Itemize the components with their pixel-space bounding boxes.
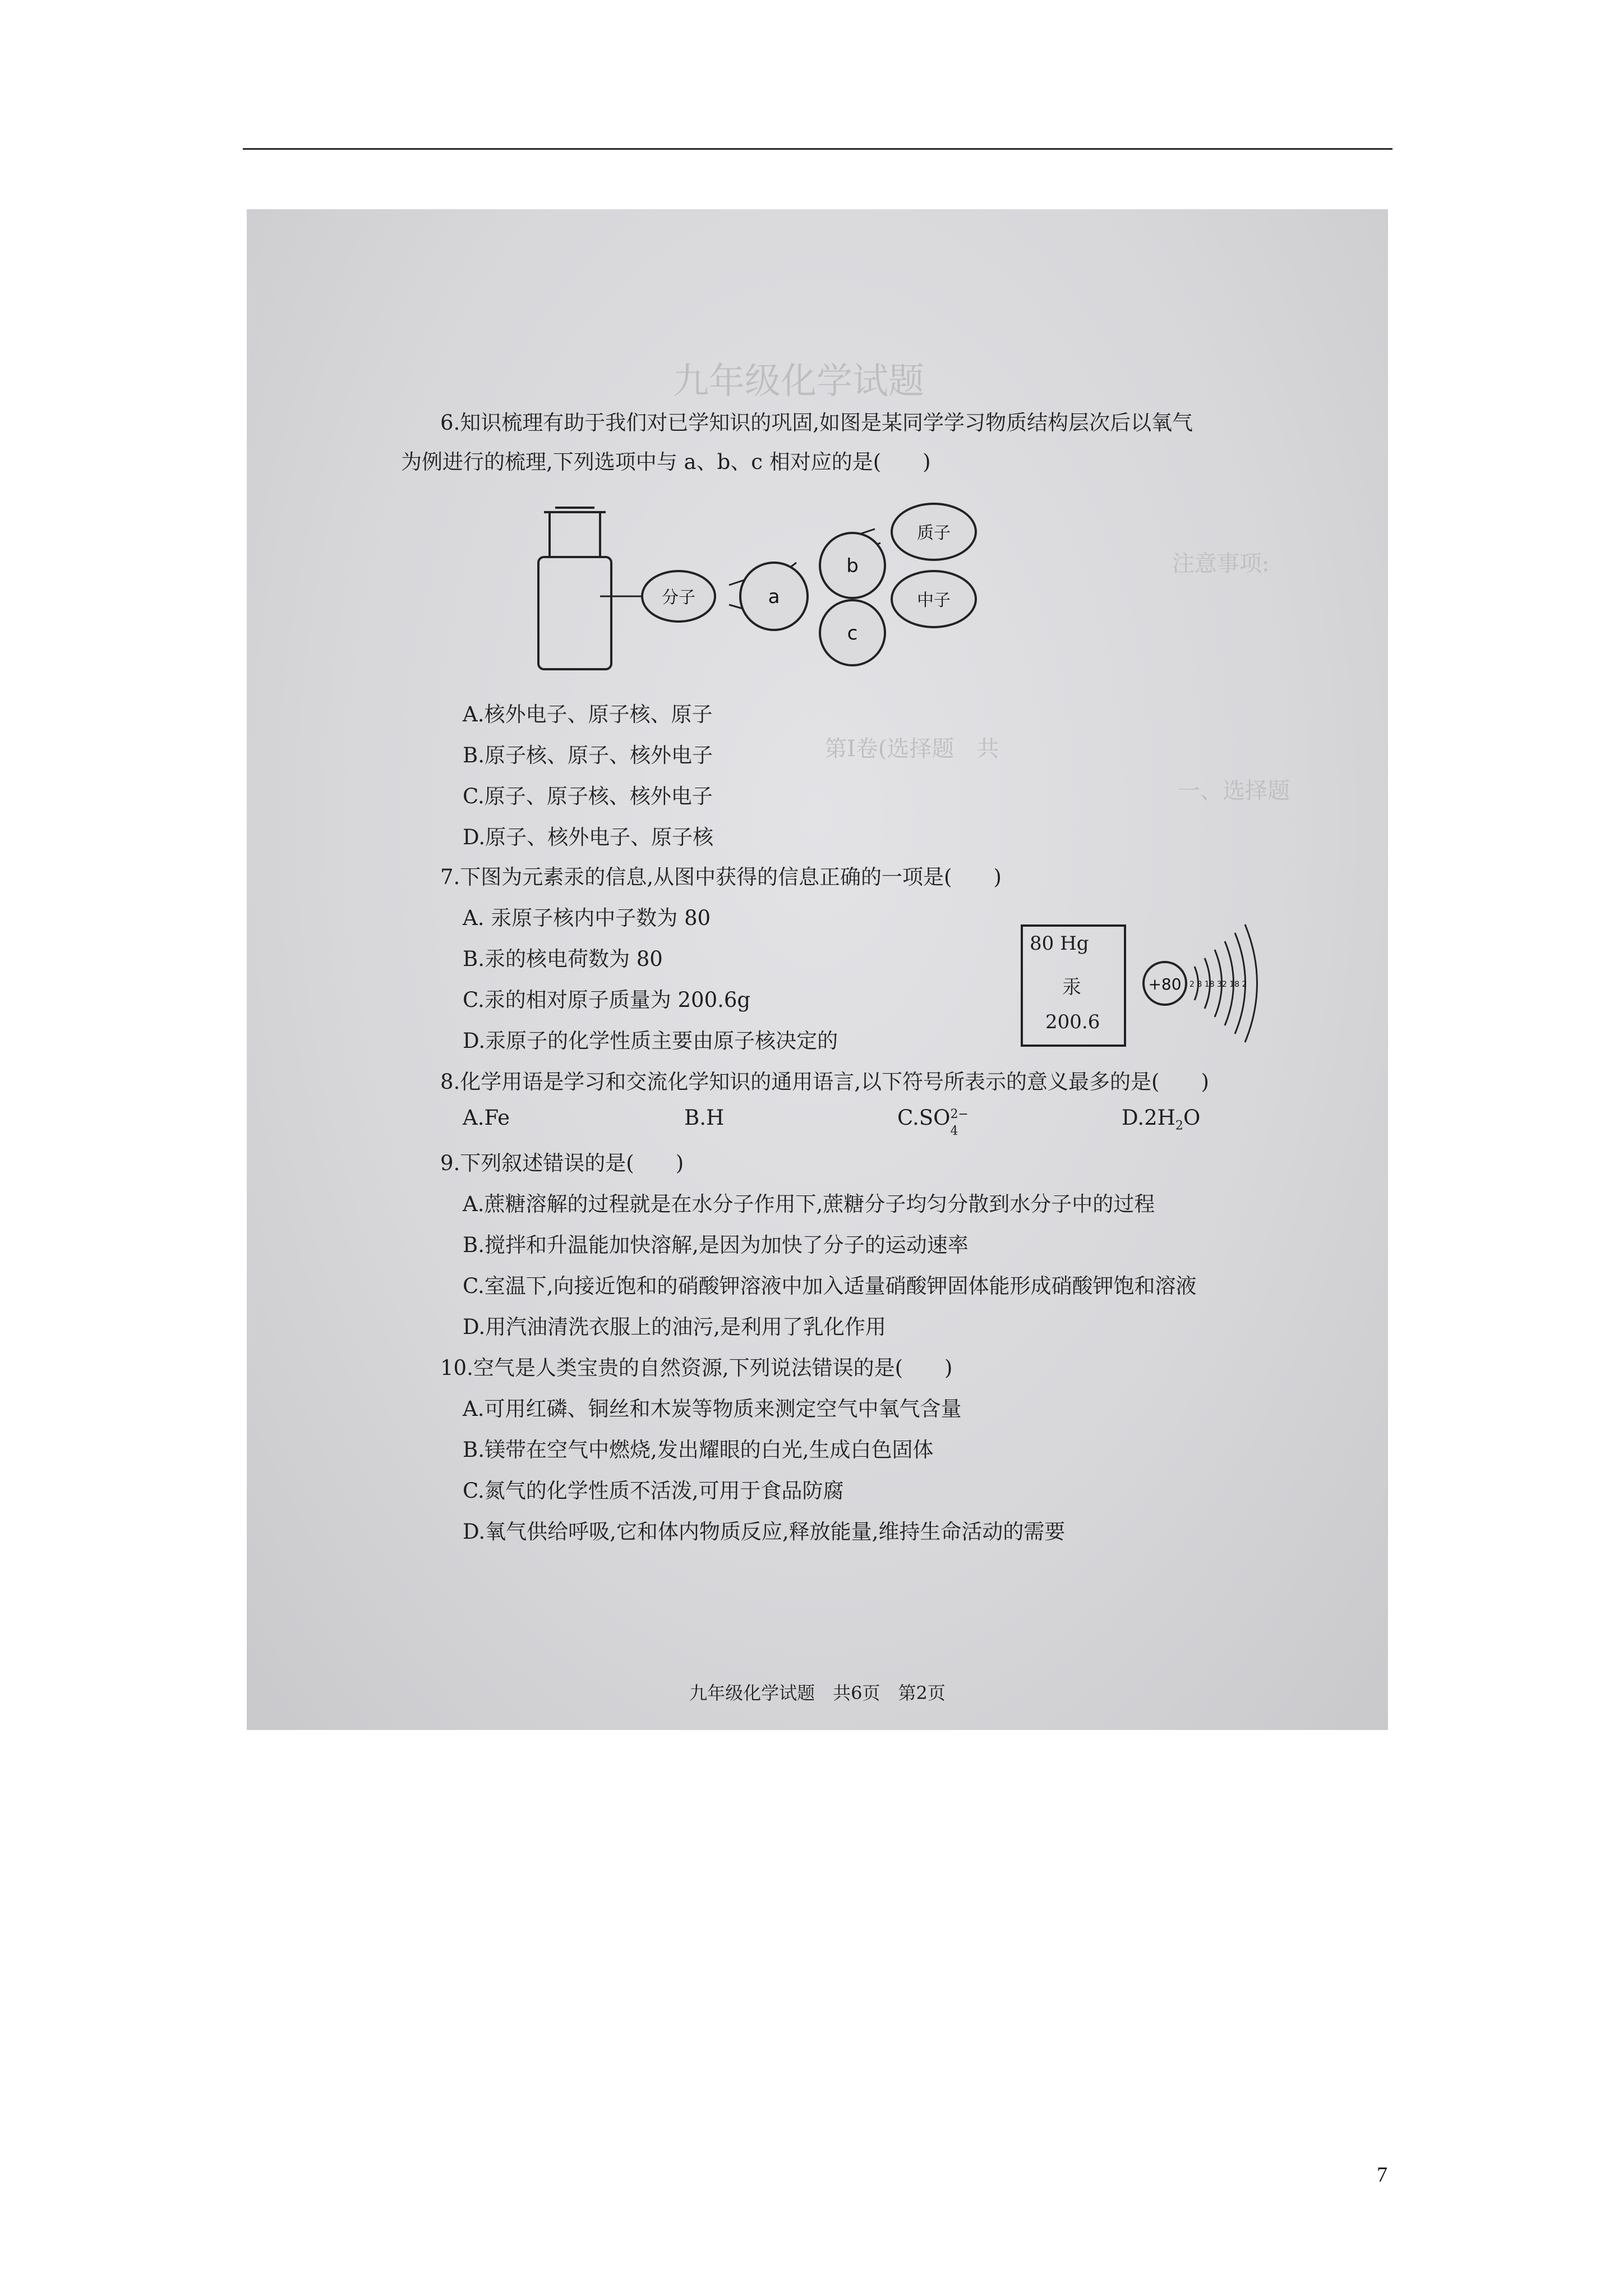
q9-stem: 9.下列叙述错误的是( ) <box>440 1151 684 1175</box>
nucleus-charge: +80 <box>1148 975 1182 993</box>
c-label: c <box>847 622 858 645</box>
page-number: 7 <box>1377 2163 1387 2187</box>
ghost-text: 一、选择题 <box>1178 778 1290 804</box>
element-name: 汞 <box>1062 976 1081 999</box>
neutron-label: 中子 <box>917 591 951 610</box>
q8-stem: 8.化学用语是学习和交流化学知识的通用语言,以下符号所表示的意义最多的是( ) <box>440 1070 1209 1094</box>
a-label: a <box>768 586 780 608</box>
header-rule <box>243 148 1393 150</box>
proton-label: 质子 <box>917 523 951 543</box>
q6-stem-line1: 6.知识梳理有助于我们对已学知识的巩固,如图是某同学学习物质结构层次后以氧气 <box>440 411 1193 435</box>
q6-option-d: D.原子、核外电子、原子核 <box>463 825 714 849</box>
q10-option-a: A.可用红磷、铜丝和木炭等物质来测定空气中氧气含量 <box>463 1397 962 1421</box>
q7-stem: 7.下图为元素汞的信息,从图中获得的信息正确的一项是( ) <box>440 865 1002 889</box>
ghost-text: 九年级化学试题 <box>673 361 924 402</box>
page-footer: 九年级化学试题 共6页 第2页 <box>689 1682 946 1704</box>
scanned-page-photo <box>247 209 1388 1730</box>
q8-option-d-base: D.2H <box>1122 1106 1175 1130</box>
q8-option-c <box>897 1106 972 1138</box>
gas-bottle-icon <box>538 508 611 669</box>
q7-option-a: A. 汞原子核内中子数为 80 <box>463 906 711 930</box>
ghost-text: 注意事项: <box>1172 551 1270 577</box>
q10-option-b: B.镁带在空气中燃烧,发出耀眼的白光,生成白色固体 <box>463 1438 934 1462</box>
q9-option-b: B.搅拌和升温能加快溶解,是因为加快了分子的运动速率 <box>463 1233 969 1257</box>
q9-option-c: C.室温下,向接近饱和的硝酸钾溶液中加入适量硝酸钾固体能形成硝酸钾饱和溶液 <box>463 1274 1197 1298</box>
element-number-symbol: 80 Hg <box>1030 932 1089 955</box>
q8-option-d-sub: 2 <box>1175 1118 1184 1133</box>
q9-option-a: A.蔗糖溶解的过程就是在水分子作用下,蔗糖分子均匀分散到水分子中的过程 <box>463 1192 1155 1216</box>
q6-stem-line2: 为例进行的梳理,下列选项中与 a、b、c 相对应的是( ) <box>401 450 931 474</box>
electron-shells: 2 8 18 32 18 2 <box>1189 980 1247 989</box>
q8-option-b: B.H <box>684 1106 725 1130</box>
q10-option-d: D.氧气供给呼吸,它和体内物质反应,释放能量,维持生命活动的需要 <box>463 1520 1066 1544</box>
q8-option-c-sub: 4 <box>950 1124 958 1138</box>
q8-option-d-tail: O <box>1183 1106 1201 1130</box>
q6-option-a: A.核外电子、原子核、原子 <box>463 702 713 726</box>
mercury-element-card <box>1021 924 1126 1047</box>
oxygen-structure-diagram <box>527 490 987 692</box>
q7-option-d: D.汞原子的化学性质主要由原子核决定的 <box>463 1029 838 1053</box>
element-mass: 200.6 <box>1045 1011 1100 1033</box>
q8-option-c-base: C.SO <box>897 1106 951 1130</box>
q7-option-b: B.汞的核电荷数为 80 <box>463 947 663 971</box>
q6-option-c: C.原子、原子核、核外电子 <box>463 784 713 808</box>
q6-option-b: B.原子核、原子、核外电子 <box>463 743 713 767</box>
q8-option-c-sup: 2− <box>950 1107 969 1121</box>
q8-option-d <box>1122 1106 1200 1133</box>
q10-option-c: C.氮气的化学性质不活泼,可用于食品防腐 <box>463 1479 844 1503</box>
molecule-label: 分子 <box>662 588 695 608</box>
q8-option-a: A.Fe <box>463 1106 510 1130</box>
mercury-atom-structure-diagram <box>1141 919 1270 1048</box>
ghost-text: 第Ⅰ卷(选择题 共 <box>824 736 999 762</box>
q7-option-c: C.汞的相对原子质量为 200.6g <box>463 988 751 1012</box>
q9-option-d: D.用汽油清洗衣服上的油污,是利用了乳化作用 <box>463 1315 886 1339</box>
q10-stem: 10.空气是人类宝贵的自然资源,下列说法错误的是( ) <box>440 1356 953 1380</box>
b-label: b <box>846 555 859 577</box>
